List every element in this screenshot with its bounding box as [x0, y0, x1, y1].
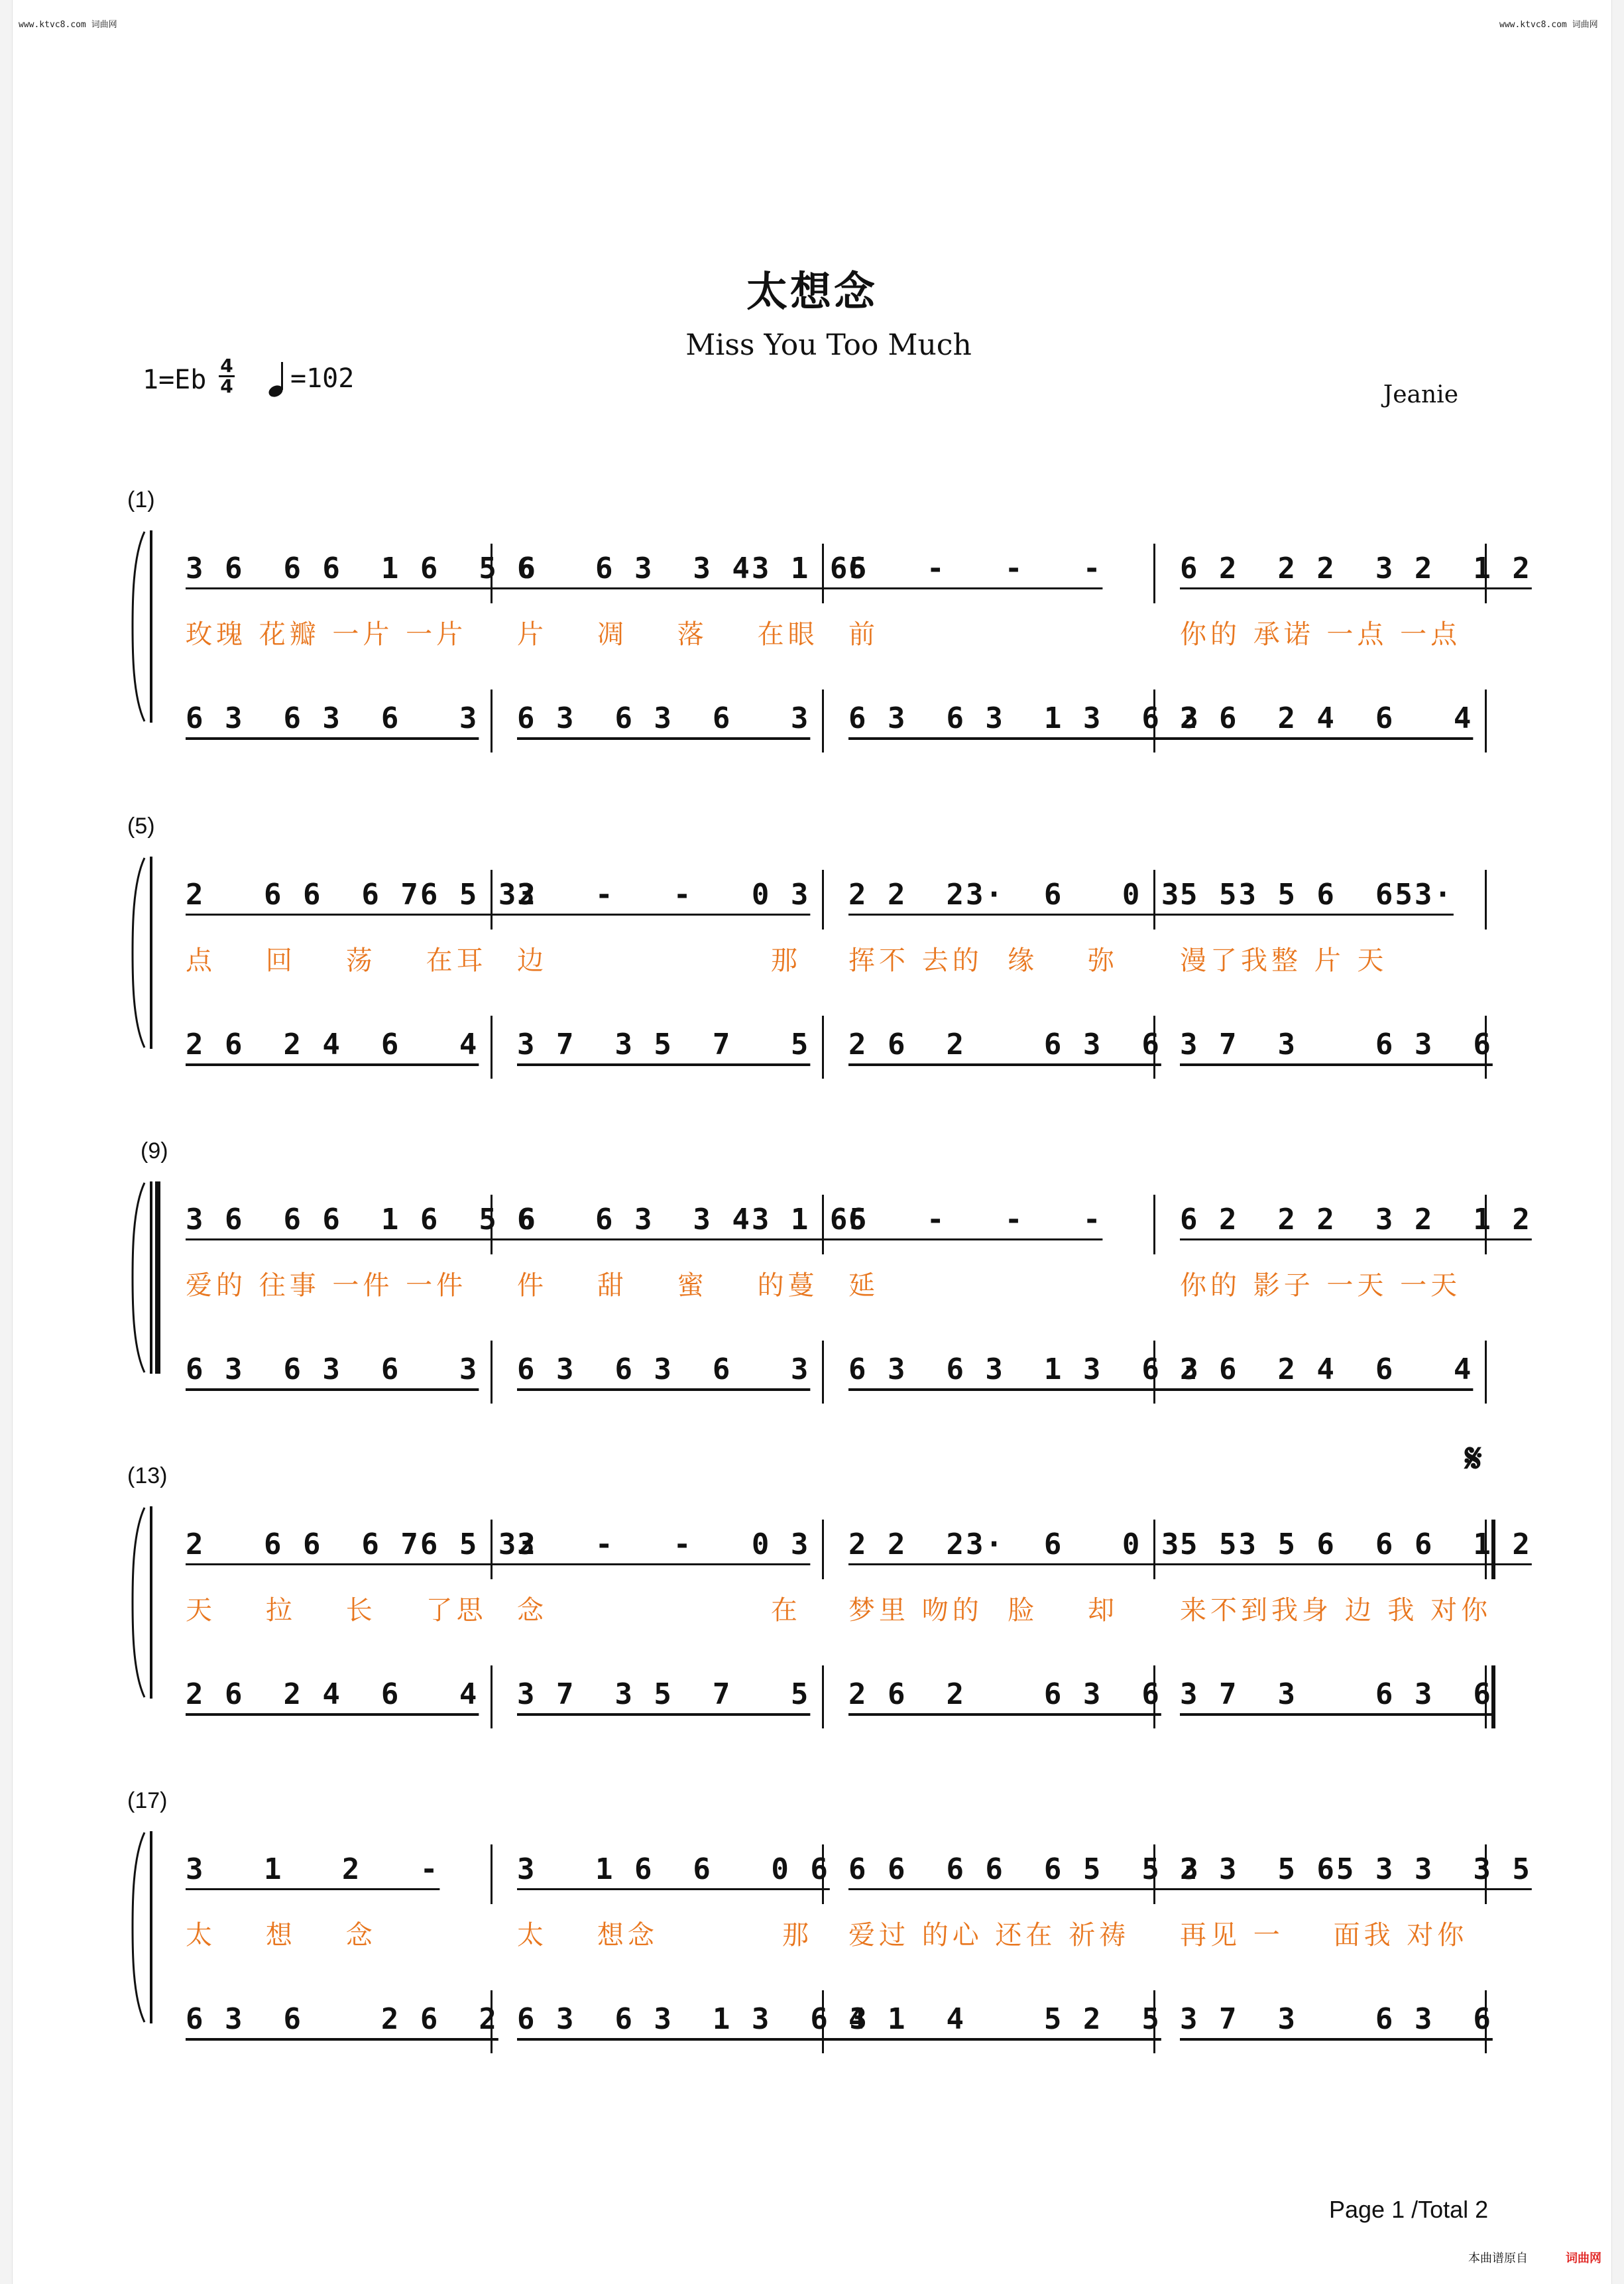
- upper-measure: 2 6 6 6 76 5 32: [186, 878, 538, 912]
- lyric-measure: 天 拉 长 了思: [186, 1595, 487, 1626]
- upper-measure: 5 53 5 6 6 6 1 2: [1180, 1528, 1532, 1561]
- source-site: 词曲网: [1566, 2252, 1601, 2265]
- upper-measure: 3 - - 0 3: [517, 878, 811, 912]
- system-number: (5): [127, 813, 155, 839]
- lyrics-row: [186, 1589, 1511, 1626]
- upper-staff: [186, 878, 1511, 918]
- site-watermark-right: www.ktvc8.com 词曲网: [1499, 20, 1598, 30]
- brace-icon: [130, 1181, 146, 1374]
- lower-measure: 3 7 3 5 7 5: [517, 1677, 811, 1711]
- upper-measure: 5 53 5 6 653·: [1180, 878, 1454, 912]
- lower-measure: 6 3 6 3 6 3: [517, 1352, 811, 1386]
- lower-measure: 2 6 2 6 3 6: [848, 1677, 1161, 1711]
- lyrics-row: [186, 1264, 1511, 1301]
- tempo-marking: =102: [290, 363, 355, 394]
- system-number: (13): [127, 1463, 168, 1488]
- upper-measure: 6 6 3 3 43 1 65: [517, 1203, 869, 1236]
- lyric-measure: 你的 承诺 一点 一点: [1180, 619, 1462, 650]
- upper-measure: 3 - - 0 3: [517, 1528, 811, 1561]
- source-label: 本曲谱原自: [1468, 2252, 1528, 2265]
- upper-measure: 6 2 2 2 3 2 1 2: [1180, 552, 1532, 585]
- lower-measure: 6 3 6 2 6 2: [186, 2002, 498, 2036]
- repeat-start-barline: [155, 1181, 160, 1374]
- lyrics-row: [186, 939, 1511, 976]
- lyric-measure: 前: [848, 619, 879, 650]
- lyric-measure: 漫了我整 片 天: [1180, 945, 1388, 976]
- lyric-measure: 念 在: [517, 1595, 801, 1626]
- upper-measure: 6 6 3 3 43 1 65: [517, 552, 869, 585]
- lyric-measure: 你的 影子 一天 一天: [1180, 1270, 1462, 1301]
- brace-icon: [130, 1506, 146, 1699]
- brace-icon: [130, 530, 146, 723]
- lower-measure: 3 7 3 6 3 6: [1180, 1677, 1493, 1711]
- upper-measure: 2 6 6 6 76 5 32: [186, 1528, 538, 1561]
- song-title: 太想念: [746, 267, 878, 316]
- upper-staff: [186, 1203, 1532, 1242]
- score-system: [0, 813, 1624, 1061]
- time-sig-top: 4: [219, 357, 235, 377]
- upper-measure: 6 2 2 2 3 2 1 2: [1180, 1203, 1532, 1236]
- lower-measure: 6 3 6 3 6 3: [517, 701, 811, 735]
- brace-icon: [130, 1831, 146, 2023]
- lyrics-row: [186, 613, 1511, 650]
- time-signature: [219, 357, 235, 396]
- lower-measure: 2 6 2 4 6 4: [186, 1677, 479, 1711]
- lyrics-row: [186, 1914, 1511, 1951]
- lower-measure: 6 3 6 3 1 3 6 3: [517, 2002, 869, 2036]
- upper-measure: 6 - - -: [848, 552, 1103, 585]
- lower-measure: 2 6 2 6 3 6: [848, 1028, 1161, 1061]
- lyric-measure: 爱的 往事 一件 一件: [186, 1270, 467, 1301]
- upper-measure: 3 1 2 -: [186, 1852, 440, 1886]
- lower-measure: 6 3 6 3 1 3 6 3: [848, 701, 1200, 735]
- upper-measure: 3 6 6 6 1 6 5 6: [186, 1203, 538, 1236]
- lyric-measure: 延: [848, 1270, 879, 1301]
- score-system: [0, 1463, 1624, 1711]
- score-system: [0, 1788, 1624, 2036]
- lyric-measure: 梦里 吻的 脸 却: [848, 1595, 1119, 1626]
- lower-measure: 3 7 3 5 7 5: [517, 1028, 811, 1061]
- lyric-measure: 太 想 念: [186, 1920, 377, 1951]
- lower-measure: 2 6 2 4 6 4: [1180, 701, 1474, 735]
- system-start-line: [150, 857, 152, 1049]
- time-sig-bottom: 4: [220, 375, 233, 397]
- page-indicator: Page 1 /Total 2: [1329, 2196, 1489, 2223]
- upper-measure: 3 6 6 6 1 6 5 6: [186, 552, 538, 585]
- lyric-measure: 边 那: [517, 945, 801, 976]
- system-start-line: [150, 1181, 152, 1374]
- upper-staff: [186, 1528, 1532, 1567]
- lower-measure: 6 3 6 3 6 3: [186, 1352, 479, 1386]
- system-number: (9): [141, 1138, 168, 1164]
- lower-measure: 3 7 3 6 3 6: [1180, 1028, 1493, 1061]
- song-subtitle: Miss You Too Much: [685, 328, 972, 362]
- lower-measure: 2 6 2 4 6 4: [186, 1028, 479, 1061]
- system-start-line: [150, 1506, 152, 1699]
- system-number: (17): [127, 1788, 168, 1813]
- key-signature: 1=Eb: [143, 365, 207, 395]
- score-system: [0, 1138, 1624, 1386]
- upper-measure: 2 2 23· 6 0 3: [848, 1528, 1181, 1561]
- lower-measure: 6 3 6 3 6 3: [186, 701, 479, 735]
- lower-measure: 6 3 6 3 1 3 6 3: [848, 1352, 1200, 1386]
- upper-measure: 2 2 23· 6 0 3: [848, 878, 1181, 912]
- system-start-line: [150, 530, 152, 723]
- upper-staff: [186, 1852, 1532, 1892]
- lyric-measure: 玫瑰 花瓣 一片 一片: [186, 619, 467, 650]
- system-start-line: [150, 1831, 152, 2023]
- lyric-measure: 片 凋 落 在眼: [517, 619, 819, 650]
- lower-measure: 3 7 3 6 3 6: [1180, 2002, 1493, 2036]
- lower-staff: [186, 1352, 1511, 1392]
- lyric-measure: 再见 一 面我 对你: [1180, 1920, 1468, 1951]
- upper-measure: 3 1 6 6 0 6: [517, 1852, 830, 1886]
- lyric-measure: 爱过 的心 还在 祈祷: [848, 1920, 1130, 1951]
- lyric-measure: 来不到我身 边 我 对你: [1180, 1595, 1492, 1626]
- site-watermark-left: www.ktvc8.com 词曲网: [19, 20, 117, 30]
- quarter-note-icon: [268, 363, 288, 400]
- lyric-measure: 点 回 荡 在耳: [186, 945, 487, 976]
- lower-measure: 2 6 2 4 6 4: [1180, 1352, 1474, 1386]
- composer: Jeanie: [1383, 381, 1458, 408]
- lyric-measure: 挥不 去的 缘 弥: [848, 945, 1119, 976]
- score-system: [0, 487, 1624, 735]
- lower-staff: [186, 1028, 1511, 1067]
- lyric-measure: 件 甜 蜜 的蔓: [517, 1270, 819, 1301]
- system-number: (1): [127, 487, 155, 512]
- lyric-measure: 太 想念 那: [517, 1920, 813, 1951]
- lower-staff: [186, 701, 1511, 741]
- upper-measure: 6 - - -: [848, 1203, 1103, 1236]
- lower-measure: 4 1 4 5 2 5: [848, 2002, 1161, 2036]
- brace-icon: [130, 857, 146, 1049]
- upper-measure: 6 6 6 6 6 5 5 3: [848, 1852, 1200, 1886]
- upper-staff: [186, 552, 1532, 591]
- segno-icon: 𝄋: [1465, 1435, 1482, 1482]
- lower-staff: [186, 2002, 1511, 2042]
- lower-staff: [186, 1677, 1511, 1717]
- upper-measure: 2 3 5 65 3 3 3 5: [1180, 1852, 1532, 1886]
